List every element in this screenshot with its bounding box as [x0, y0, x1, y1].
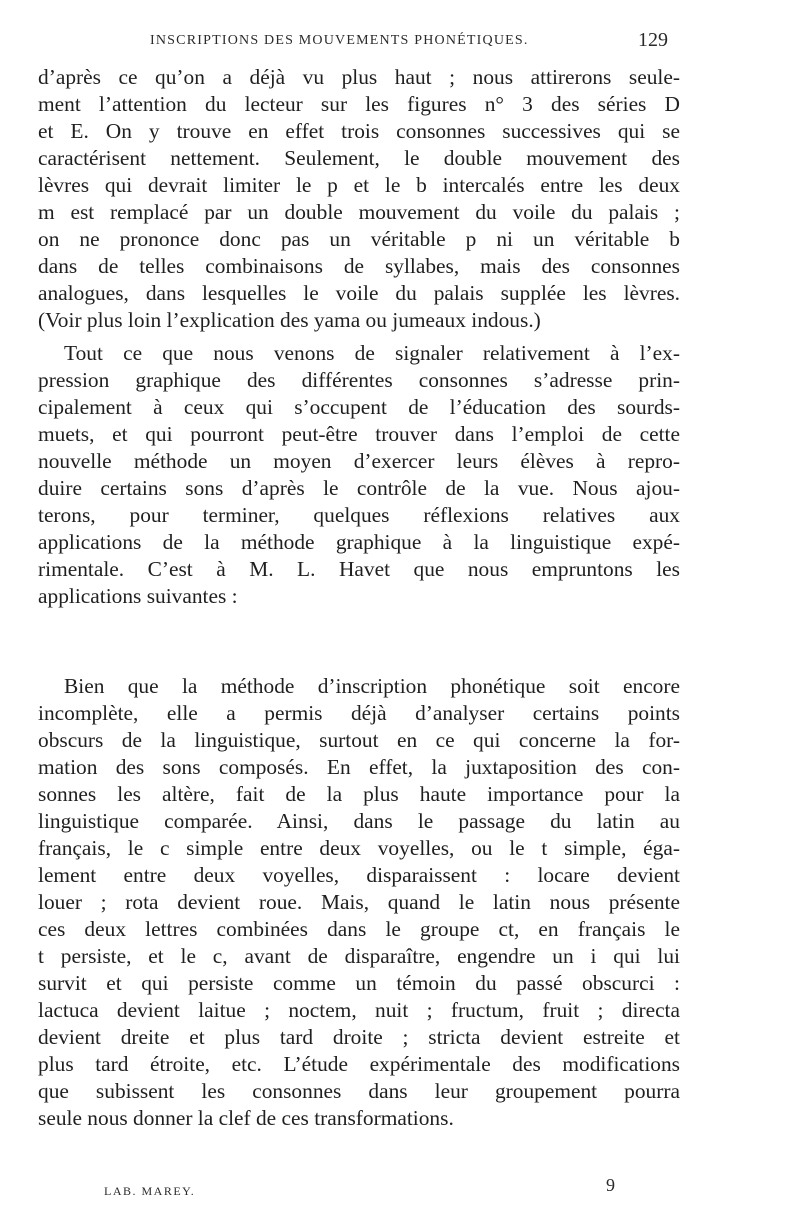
text-line: caractérisent nettement. Seulement, le double mouvement des	[38, 146, 680, 170]
text-line: mation des sons composés. En effet, la juxtaposition des con-	[38, 755, 680, 779]
text-line: plus tard étroite, etc. L’étude expérimentale des modifications	[38, 1052, 680, 1076]
text-line: ment l’attention du lecteur sur les figures n° 3 des séries D	[38, 92, 680, 116]
signature-mark: 9	[606, 1175, 615, 1195]
text-line: incomplète, elle a permis déjà d’analyser certains points	[38, 701, 680, 725]
printer-signature: LAB. MAREY.	[104, 1184, 196, 1198]
text-line: muets, et qui pourront peut-être trouver dans l’emploi de cette	[38, 422, 680, 446]
text-line: sonnes les altère, fait de la plus haute importance pour la	[38, 782, 680, 806]
text-line: (Voir plus loin l’explication des yama ou jumeaux indous.)	[38, 308, 541, 332]
running-head: INSCRIPTIONS DES MOUVEMENTS PHONÉTIQUES.	[150, 33, 529, 48]
text-line: survit et qui persiste comme un témoin du passé obscurci :	[38, 971, 680, 995]
text-line: Bien que la méthode d’inscription phonétique soit encore	[64, 674, 680, 698]
text-line: ces deux lettres combinées dans le groupe ct, en français le	[38, 917, 680, 941]
text-line: m est remplacé par un double mouvement du voile du palais ;	[38, 200, 680, 224]
text-line: seule nous donner la clef de ces transformations.	[38, 1106, 454, 1130]
text-line: cipalement à ceux qui s’occupent de l’éducation des sourds-	[38, 395, 680, 419]
text-line: nouvelle méthode un moyen d’exercer leurs élèves à repro-	[38, 449, 680, 473]
text-line: t persiste, et le c, avant de disparaître, engendre un i qui lui	[38, 944, 680, 968]
text-line: d’après ce qu’on a déjà vu plus haut ; nous attirerons seule-	[38, 65, 680, 89]
text-line: que subissent les consonnes dans leur groupement pourra	[38, 1079, 680, 1103]
text-line: Tout ce que nous venons de signaler relativement à l’ex-	[64, 341, 680, 365]
text-line: lèvres qui devrait limiter le p et le b intercalés entre les deux	[38, 173, 680, 197]
text-line: linguistique comparée. Ainsi, dans le passage du latin au	[38, 809, 680, 833]
text-line: dans de telles combinaisons de syllabes, mais des consonnes	[38, 254, 680, 278]
text-line: rimentale. C’est à M. L. Havet que nous empruntons les	[38, 557, 680, 581]
text-line: lactuca devient laitue ; noctem, nuit ; fructum, fruit ; directa	[38, 998, 680, 1022]
text-line: on ne prononce donc pas un véritable p ni un véritable b	[38, 227, 680, 251]
text-line: lement entre deux voyelles, disparaissent : locare devient	[38, 863, 680, 887]
text-line: duire certains sons d’après le contrôle de la vue. Nous ajou-	[38, 476, 680, 500]
text-line: analogues, dans lesquelles le voile du palais supplée les lèvres.	[38, 281, 680, 305]
text-line: devient dreite et plus tard droite ; stricta devient estreite et	[38, 1025, 680, 1049]
text-line: louer ; rota devient roue. Mais, quand le latin nous présente	[38, 890, 680, 914]
text-line: applications de la méthode graphique à la linguistique expé-	[38, 530, 680, 554]
text-line: applications suivantes :	[38, 584, 238, 608]
text-line: et E. On y trouve en effet trois consonnes successives qui se	[38, 119, 680, 143]
text-line: pression graphique des différentes consonnes s’adresse prin-	[38, 368, 680, 392]
text-line: obscurs de la linguistique, surtout en ce qui concerne la for-	[38, 728, 680, 752]
text-line: français, le c simple entre deux voyelles, ou le t simple, éga-	[38, 836, 680, 860]
text-line: terons, pour terminer, quelques réflexions relatives aux	[38, 503, 680, 527]
page-number: 129	[638, 29, 668, 51]
